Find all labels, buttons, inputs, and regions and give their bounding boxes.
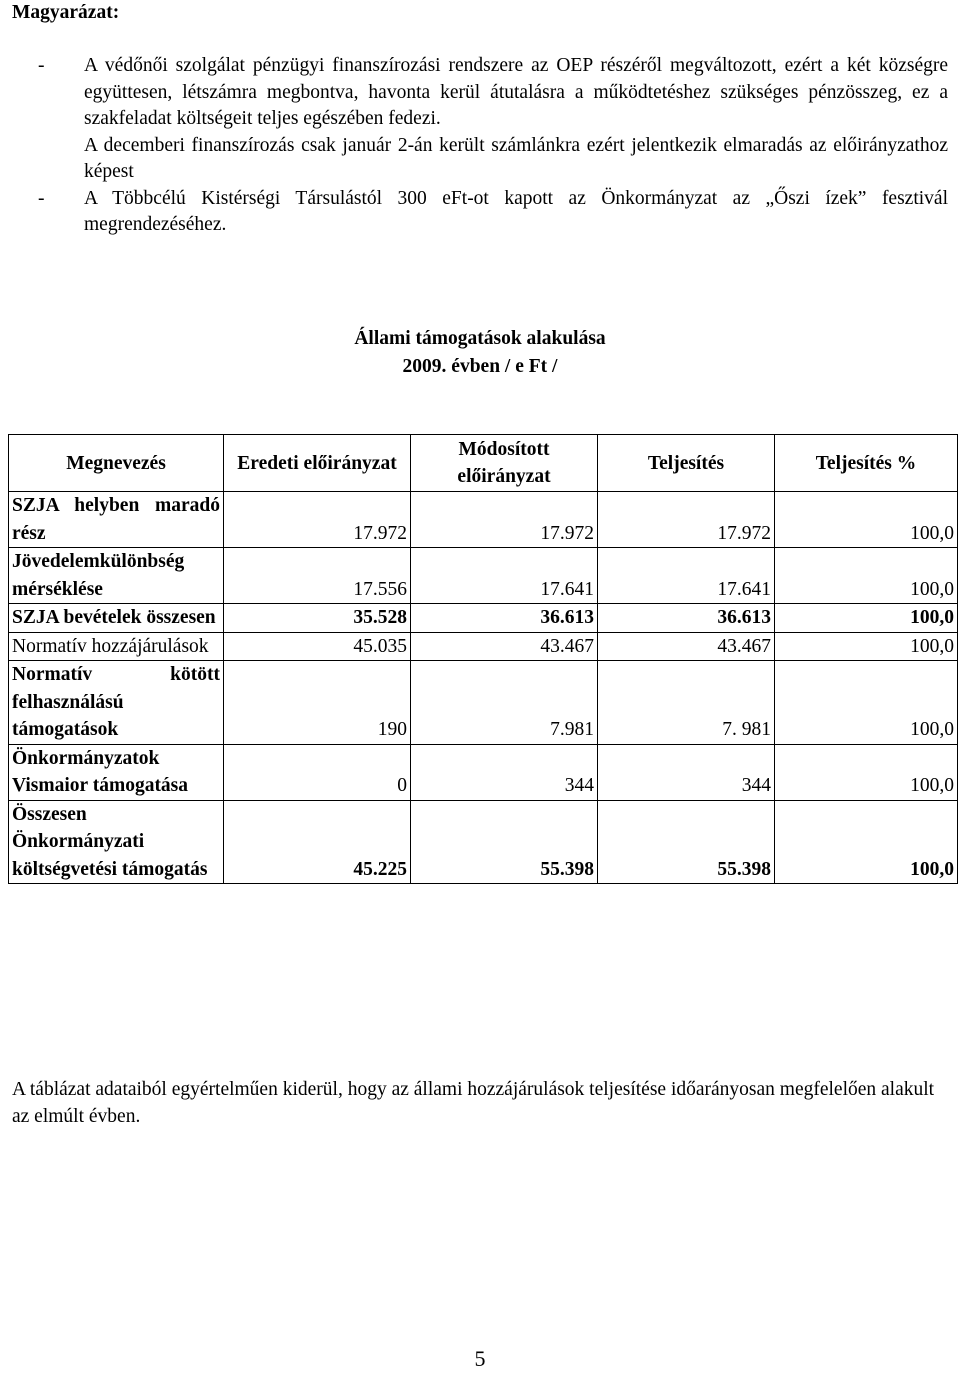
support-table xyxy=(8,434,958,884)
paragraph: A decemberi finanszírozás csak január 2-án került számlánkra ezért jelentkezik elmaradás az előirányzathoz képest xyxy=(84,134,948,182)
row-name-cell: Összesen Önkormányzati költségvetési támogatás xyxy=(9,800,224,884)
cell-szazalek: 100,0 xyxy=(775,548,958,604)
cell-modositott: 344 xyxy=(411,744,598,800)
row-name-cell: Normatív hozzájárulások xyxy=(9,632,224,661)
row-name-cell: SZJA helyben maradó rész xyxy=(9,492,224,548)
table-row xyxy=(9,800,958,884)
cell-eredeti: 17.556 xyxy=(224,548,411,604)
table-subtitle: 2009. évben / e Ft / xyxy=(402,356,558,377)
table-title: Állami támogatások alakulása xyxy=(354,328,606,349)
cell-teljesites: 7. 981 xyxy=(598,661,775,745)
cell-eredeti: 17.972 xyxy=(224,492,411,548)
col-header-modified: Módosított előirányzat xyxy=(411,435,598,492)
bullet-dash: - xyxy=(38,55,45,76)
cell-szazalek: 100,0 xyxy=(775,800,958,884)
list-item xyxy=(38,186,948,239)
table-row xyxy=(9,492,958,548)
table-row xyxy=(9,661,958,745)
row-name-cell: Jövedelemkülönbség mérséklése xyxy=(9,548,224,604)
paragraph: A védőnői szolgálat pénzügyi finanszírozási rendszere az OEP részéről megváltozott, ezért a két községre együttesen, létszámra megbontva, havonta kerül átutalásra a működtetéshez szükséges pénzösszeg, ez a szakfeladat költségeit teljes egészében fedezi. xyxy=(84,55,948,129)
table-row xyxy=(9,632,958,661)
table-row xyxy=(9,744,958,800)
cell-teljesites: 17.641 xyxy=(598,548,775,604)
cell-teljesites: 17.972 xyxy=(598,492,775,548)
cell-szazalek: 100,0 xyxy=(775,492,958,548)
bullet-dash: - xyxy=(38,187,45,209)
list-item xyxy=(38,53,948,186)
cell-modositott: 36.613 xyxy=(411,604,598,633)
table-header-row xyxy=(9,435,958,492)
cell-teljesites: 36.613 xyxy=(598,604,775,633)
cell-teljesites: 55.398 xyxy=(598,800,775,884)
cell-eredeti: 0 xyxy=(224,744,411,800)
row-name-cell: Önkormányzatok Vismaior támogatása xyxy=(9,744,224,800)
section-heading: Magyarázat: xyxy=(12,2,120,23)
page-number: 5 xyxy=(474,1346,486,1371)
cell-szazalek: 100,0 xyxy=(775,661,958,745)
cell-szazalek: 100,0 xyxy=(775,744,958,800)
cell-szazalek: 100,0 xyxy=(775,604,958,633)
cell-modositott: 43.467 xyxy=(411,632,598,661)
cell-modositott: 7.981 xyxy=(411,661,598,745)
cell-modositott: 17.972 xyxy=(411,492,598,548)
col-header-fulfilment: Teljesítés xyxy=(598,435,775,492)
cell-eredeti: 35.528 xyxy=(224,604,411,633)
table-row xyxy=(9,548,958,604)
cell-modositott: 17.641 xyxy=(411,548,598,604)
col-header-original: Eredeti előirányzat xyxy=(224,435,411,492)
conclusion-paragraph: A táblázat adataiból egyértelműen kiderül, hogy az állami hozzájárulások teljesítése időarányosan megfelelően alakult az elmúlt évben. xyxy=(12,1079,935,1127)
cell-teljesites: 43.467 xyxy=(598,632,775,661)
cell-teljesites: 344 xyxy=(598,744,775,800)
paragraph: A Többcélú Kistérségi Társulástól 300 eFt-ot kapott az Önkormányzat az „Őszi ízek” fesztivál megrendezéséhez. xyxy=(84,187,948,235)
table-body xyxy=(9,492,958,884)
cell-modositott: 55.398 xyxy=(411,800,598,884)
col-header-percent: Teljesítés % xyxy=(775,435,958,492)
row-name-cell: SZJA bevételek összesen xyxy=(9,604,224,633)
col-header-name: Megnevezés xyxy=(9,435,224,492)
table-row xyxy=(9,604,958,633)
row-name-cell: Normatív kötött felhasználású támogatások xyxy=(9,661,224,745)
explanation-list xyxy=(38,53,948,239)
cell-eredeti: 45.035 xyxy=(224,632,411,661)
cell-eredeti: 45.225 xyxy=(224,800,411,884)
cell-eredeti: 190 xyxy=(224,661,411,745)
cell-szazalek: 100,0 xyxy=(775,632,958,661)
